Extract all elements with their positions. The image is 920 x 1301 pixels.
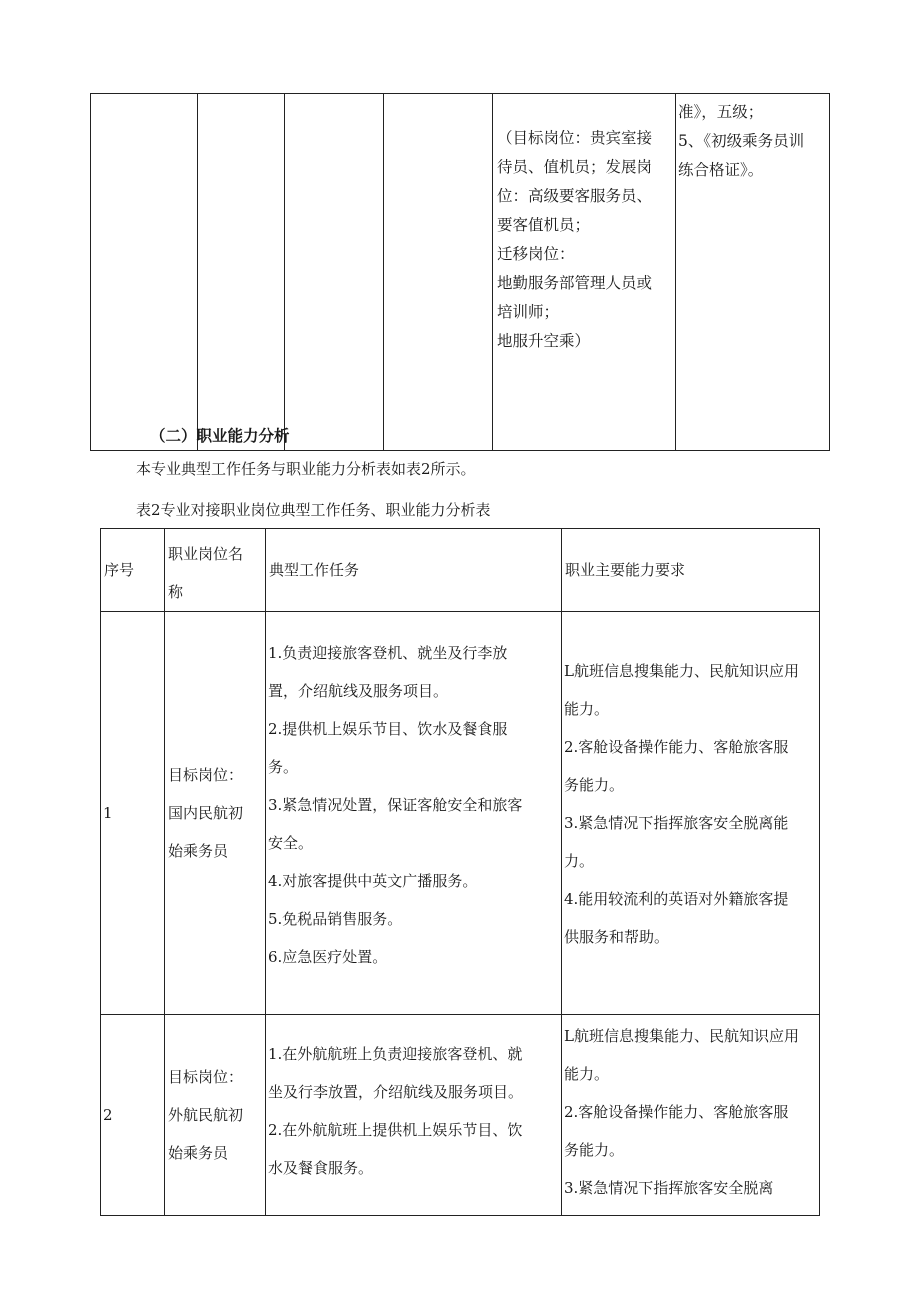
text-line: 2.客舱设备操作能力、客舱旅客服 — [564, 1103, 789, 1121]
requirements-cell — [562, 612, 820, 1015]
tasks-cell — [266, 612, 562, 1015]
text-line: 练合格证》。 — [678, 161, 764, 179]
empty-cell — [198, 94, 285, 451]
empty-cell — [285, 94, 384, 451]
text-line: 置，介绍航线及服务项目。 — [268, 682, 449, 700]
text-line: 1.负责迎接旅客登机、就坐及行李放 — [268, 644, 508, 662]
text-line: 目标岗位： — [168, 1068, 244, 1086]
row-number: 2 — [101, 1015, 165, 1216]
text-line: 供服务和帮助。 — [564, 928, 670, 946]
text-line: 目标岗位： — [168, 766, 244, 784]
tasks-cell — [266, 1015, 562, 1216]
header-num: 序号 — [101, 529, 165, 612]
text-line: 培训师； — [497, 303, 560, 321]
text-line: 务。 — [268, 758, 299, 776]
row-number: 1 — [101, 612, 165, 1015]
text-line: 5、《初级乘务员训 — [678, 132, 805, 150]
header-requirements: 职业主要能力要求 — [562, 529, 820, 612]
header-position — [165, 529, 266, 612]
text-line: 准》，五级； — [678, 103, 764, 121]
position-cell — [165, 612, 266, 1015]
header-tasks: 典型工作任务 — [266, 529, 562, 612]
text-line: 2.客舱设备操作能力、客舱旅客服 — [564, 738, 789, 756]
intro-paragraph: 本专业典型工作任务与职业能力分析表如表2所示。 — [136, 460, 476, 478]
table-row — [101, 612, 820, 1015]
text-line: 3.紧急情况处置，保证客舱安全和旅客 — [268, 796, 523, 814]
text-line: 3.紧急情况下指挥旅客安全脱离能 — [564, 814, 789, 832]
text-line: 外航民航初 — [168, 1106, 244, 1124]
text-line: 水及餐食服务。 — [268, 1159, 374, 1177]
requirements-cell — [562, 1015, 820, 1216]
text-line: 3.紧急情况下指挥旅客安全脱离 — [564, 1179, 774, 1197]
header-position-line: 称 — [168, 583, 184, 601]
text-line: 5.免税品销售服务。 — [268, 910, 403, 928]
certificate-cell — [676, 94, 830, 451]
text-line: 力。 — [564, 852, 595, 870]
text-line: L航班信息搜集能力、民航知识应用 — [564, 662, 799, 680]
text-line: 位：高级要客服务员、 — [497, 187, 653, 205]
text-line: 始乘务员 — [168, 842, 229, 860]
text-line: 1.在外航航班上负责迎接旅客登机、就 — [268, 1045, 523, 1063]
text-line: 要客值机员； — [497, 216, 591, 234]
text-line: 6.应急医疗处置。 — [268, 948, 388, 966]
text-line: 务能力。 — [564, 1141, 625, 1159]
text-line: 4.对旅客提供中英文广播服务。 — [268, 872, 478, 890]
empty-cell — [91, 94, 198, 451]
text-line: 2.提供机上娱乐节目、饮水及餐食服 — [268, 720, 508, 738]
header-position-line: 职业岗位名 — [168, 545, 244, 563]
text-line: 坐及行李放置，介绍航线及服务项目。 — [268, 1083, 524, 1101]
ability-analysis-table — [100, 528, 820, 1216]
text-line: 务能力。 — [564, 776, 625, 794]
text-line: 国内民航初 — [168, 804, 244, 822]
table-header-row — [101, 529, 820, 612]
text-line: 安全。 — [268, 834, 314, 852]
continuation-table — [90, 93, 830, 451]
text-line: 地勤服务部管理人员或 — [497, 274, 653, 292]
section-heading: （二）职业能力分析 — [150, 427, 290, 445]
position-cell — [165, 1015, 266, 1216]
empty-cell — [384, 94, 493, 451]
text-line: 地服升空乘） — [497, 332, 591, 350]
text-line: 2.在外航航班上提供机上娱乐节目、饮 — [268, 1121, 523, 1139]
text-line: 始乘务员 — [168, 1144, 229, 1162]
text-line: 迁移岗位： — [497, 245, 575, 263]
text-line: （目标岗位：贵宾室接 — [497, 129, 653, 147]
text-line: 能力。 — [564, 1065, 610, 1083]
table-row — [91, 94, 830, 451]
table-row — [101, 1015, 820, 1216]
table-caption: 表2专业对接职业岗位典型工作任务、职业能力分析表 — [136, 501, 491, 519]
text-line: 能力。 — [564, 700, 610, 718]
text-line: 4.能用较流利的英语对外籍旅客提 — [564, 890, 789, 908]
text-line: L航班信息搜集能力、民航知识应用 — [564, 1027, 799, 1045]
career-path-cell — [493, 94, 676, 451]
text-line: 待员、值机员；发展岗 — [497, 158, 653, 176]
